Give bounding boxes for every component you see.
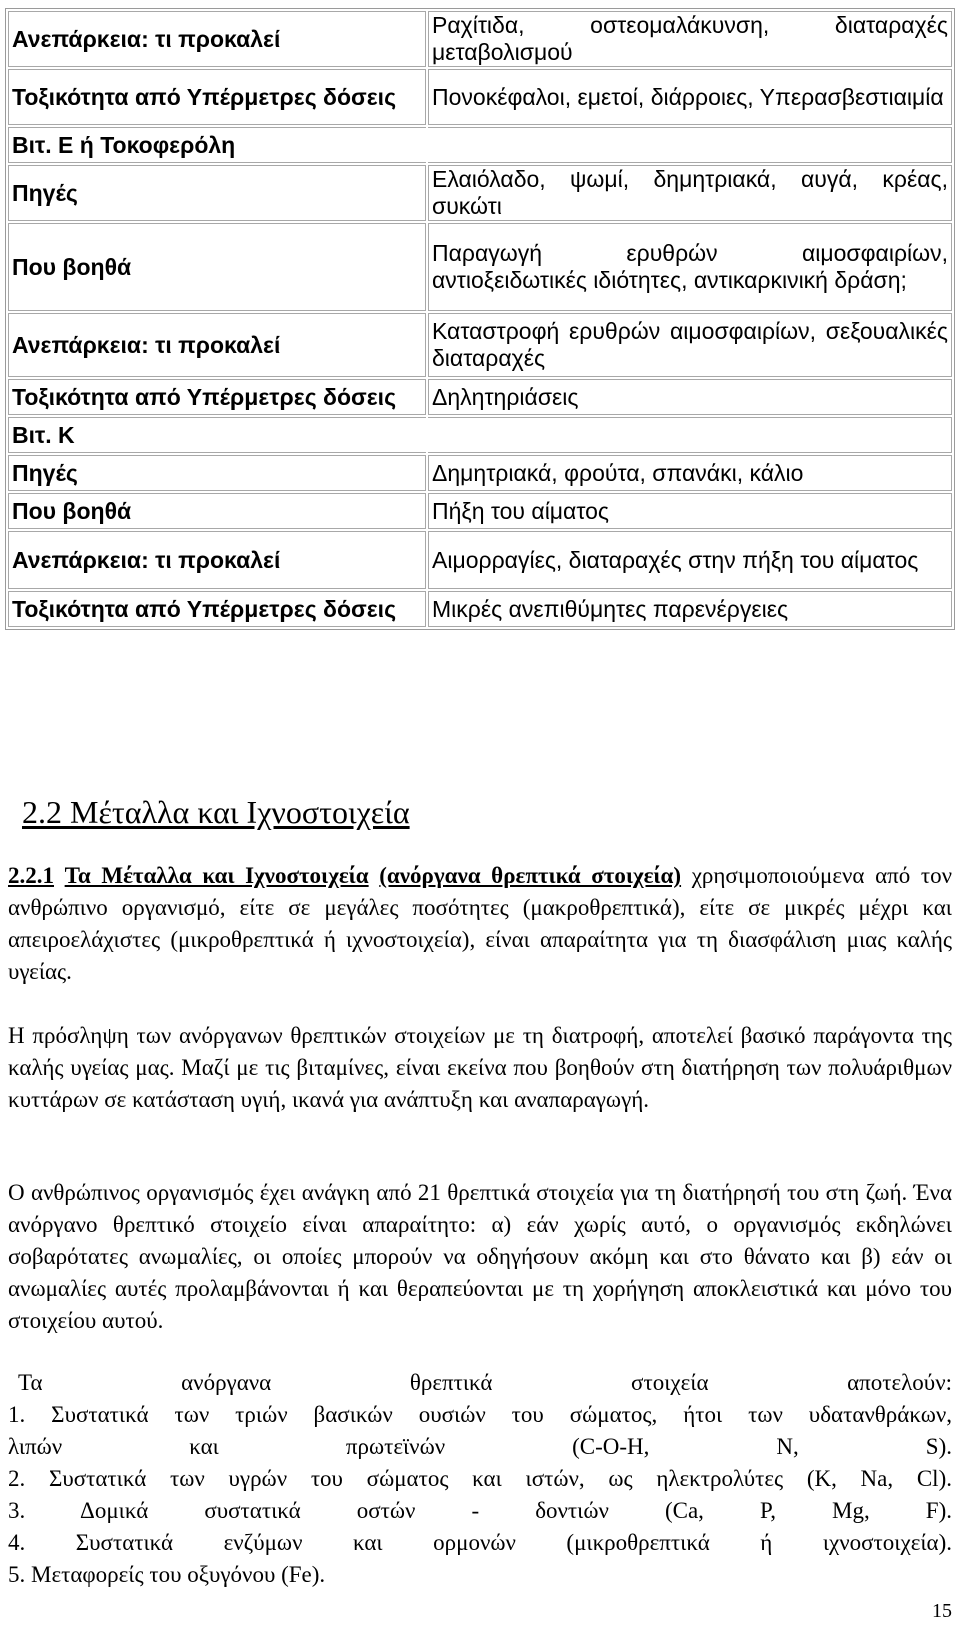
table-row xyxy=(8,223,952,311)
vitamin-name: Βιτ. Ε ή Τοκοφερόλη xyxy=(8,127,426,163)
row-label: Πηγές xyxy=(8,455,426,491)
table-section-row xyxy=(8,417,952,453)
row-value: Μικρές ανεπιθύμητες παρενέργειες xyxy=(428,591,952,627)
paragraph-intro xyxy=(8,860,952,988)
list-item: 2. Συστατικά των υγρών του σώματος και ιστών, ως ηλεκτρολύτες (K, Na, Cl). xyxy=(8,1466,952,1491)
table-row xyxy=(8,493,952,529)
paragraph-intake: Η πρόσληψη των ανόργανων θρεπτικών στοιχείων με τη διατροφή, αποτελεί βασικό παράγοντα της καλής υγείας μας. Μαζί με τις βιταμίνες, είναι εκείνα που βοηθούν στη διατήρηση των πολυάριθμων κυττάρων σε κατάσταση υγιή, ικανά για ανάπτυξη και αναπαραγωγή. xyxy=(8,1023,952,1112)
row-label: Ανεπάρκεια: τι προκαλεί xyxy=(8,531,426,589)
row-value: Ραχίτιδα, οστεομαλάκυνση, διαταραχές μεταβολισμού xyxy=(428,11,952,67)
table-row xyxy=(8,11,952,67)
row-label: Τοξικότητα από Υπέρμετρες δόσεις xyxy=(8,591,426,627)
table-row xyxy=(8,69,952,125)
row-value: Παραγωγή ερυθρών αιμοσφαιρίων, αντιοξειδωτικές ιδιότητες, αντικαρκινική δράση; xyxy=(428,223,952,311)
table-row xyxy=(8,591,952,627)
subsection-number: 2.2.1 xyxy=(8,863,54,888)
page-number: 15 xyxy=(932,1600,952,1622)
table-row xyxy=(8,379,952,415)
row-value: Καταστροφή ερυθρών αιμοσφαιρίων, σεξουαλικές διαταραχές xyxy=(428,313,952,377)
table-row xyxy=(8,313,952,377)
list-item: 5. Μεταφορείς του οξυγόνου (Fe). xyxy=(8,1562,326,1587)
row-label: Ανεπάρκεια: τι προκαλεί xyxy=(8,11,426,67)
row-label: Που βοηθά xyxy=(8,493,426,529)
minerals-list xyxy=(8,1367,952,1591)
paragraph-requirements: Ο ανθρώπινος οργανισμός έχει ανάγκη από 21 θρεπτικά στοιχεία για τη διατήρησή του στη ζωή. Ένα ανόργανο θρεπτικό στοιχείο είναι απαραίτητο: α) εάν χωρίς αυτό, ο οργανισμός εκδηλώνει σοβαρότατες ανωμαλίες, οι οποίες μπορούν να οδηγήσουν ακόμη και στο θάνατο και β) εάν οι ανωμαλίες αυτές προλαμβάνονται ή και θεραπεύονται με τη χορήγηση αποκλειστικά και μόνο του στοιχείου αυτού. xyxy=(8,1180,952,1333)
list-item: 1. Συστατικά των τριών βασικών ουσιών του σώματος, ήτοι των υδατανθράκων, xyxy=(8,1402,952,1427)
list-item: λιπών και πρωτεϊνών (C-O-H, N, S). xyxy=(8,1434,952,1459)
subsection-title: Τα Μέταλλα και Ιχνοστοιχεία xyxy=(64,863,369,888)
subsection-paren-title: (ανόργανα θρεπτικά στοιχεία) xyxy=(379,863,682,888)
section-heading: 2.2 Μέταλλα και Ιχνοστοιχεία xyxy=(22,794,410,830)
vitamins-table-body xyxy=(8,11,952,627)
row-value xyxy=(428,127,952,163)
list-item: 3. Δομικά συστατικά οστών - δοντιών (Ca, P, Mg, F). xyxy=(8,1498,952,1523)
row-label: Που βοηθά xyxy=(8,223,426,311)
table-row xyxy=(8,455,952,491)
row-value: Ελαιόλαδο, ψωμί, δημητριακά, αυγά, κρέας, συκώτι xyxy=(428,165,952,221)
row-label: Τοξικότητα από Υπέρμετρες δόσεις xyxy=(8,379,426,415)
row-label: Ανεπάρκεια: τι προκαλεί xyxy=(8,313,426,377)
row-value xyxy=(428,417,952,453)
row-value: Δηλητηριάσεις xyxy=(428,379,952,415)
row-value: Αιμορραγίες, διαταραχές στην πήξη του αίματος xyxy=(428,531,952,589)
paragraph-intro-text: χρησιμοποιούμενα από τον ανθρώπινο οργανισμό, είτε σε μεγάλες ποσότητες (μακροθρεπτικά), είτε σε μικρές μέχρι και απειροελάχιστες (μικροθρεπτικά ή ιχνοστοιχεία), είναι απαραίτητα για τη διασφάλιση μιας καλής υγείας. xyxy=(8,863,953,984)
row-label: Τοξικότητα από Υπέρμετρες δόσεις xyxy=(8,69,426,125)
vitamin-name: Βιτ. Κ xyxy=(8,417,426,453)
row-value: Πονοκέφαλοι, εμετοί, διάρροιες, Υπερασβεστιαιμία xyxy=(428,69,952,125)
table-row xyxy=(8,531,952,589)
list-item: 4. Συστατικά ενζύμων και ορμονών (μικροθρεπτικά ή ιχνοστοιχεία). xyxy=(8,1530,952,1555)
row-value: Δημητριακά, φρούτα, σπανάκι, κάλιο xyxy=(428,455,952,491)
table-section-row xyxy=(8,127,952,163)
list-intro: Τα ανόργανα θρεπτικά στοιχεία αποτελούν: xyxy=(18,1370,952,1395)
vitamins-table xyxy=(5,8,955,630)
row-value: Πήξη του αίματος xyxy=(428,493,952,529)
row-label: Πηγές xyxy=(8,165,426,221)
table-row xyxy=(8,165,952,221)
